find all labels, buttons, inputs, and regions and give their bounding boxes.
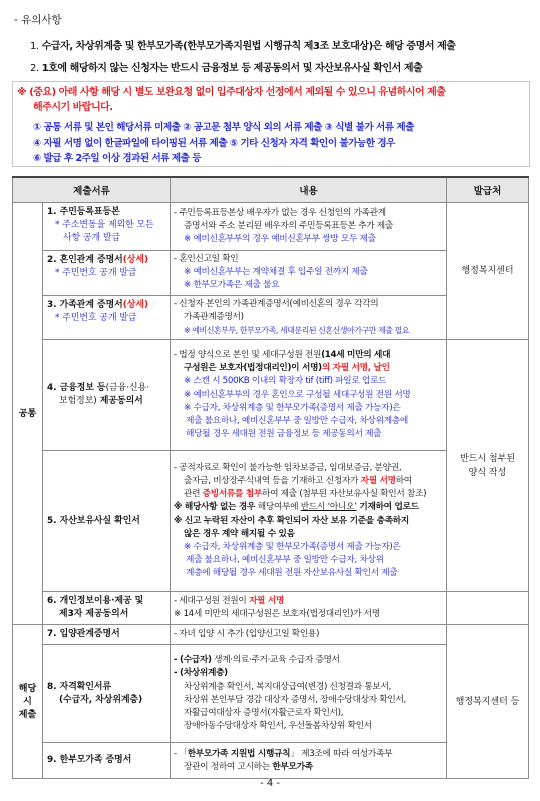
content-cell: - 자녀 입양 시 추가 (입양신고일 확인용) xyxy=(171,625,447,645)
notes-list xyxy=(30,36,530,80)
doc-cell: 5. 자산보유사실 확인서 xyxy=(43,451,171,592)
exclusion-line-1: ① 공통 서류 및 본인 해당서류 미제출 ② 공고문 첨부 양식 외의 서류 제출 ③ 식별 불가 서류 제출 xyxy=(33,122,414,133)
doc-cell: 4. 금융정보 등(금융·신용· 보험정보) 제공동의서 xyxy=(43,340,171,451)
table-row xyxy=(13,203,529,251)
group-applicable: 해당 시 제출 xyxy=(13,625,43,779)
table-header-row xyxy=(13,177,529,203)
doc-cell: 1. 주민등록표등본 * 주소변동을 제외한 모든 사항 공개 발급 xyxy=(43,203,171,251)
table-row xyxy=(13,340,529,451)
issuer-welfare-center: 행정복지센터 xyxy=(447,203,529,340)
issuer-attached-form: 반드시 첨부된 양식 작성 xyxy=(447,340,529,592)
doc-cell: 9. 한부모가족 증명서 xyxy=(43,743,171,779)
content-cell: - 혼인신고일 확인 ※ 예비신혼부부는 계약체결 후 입주일 전까지 제출 ※ 한부모가족은 제출 불요 xyxy=(171,251,447,296)
content-cell: - 세대구성원 전원이 자필 서명 ※ 14세 미만의 세대구성원은 보호자(법정대리인)가 서명 xyxy=(171,592,447,625)
doc-cell: 6. 개인정보이용·제공 및 제3자 제공동의서 xyxy=(43,592,171,625)
doc-cell: 8. 자격확인서류 (수급자, 차상위계층) xyxy=(43,645,171,743)
issuer-empty xyxy=(447,592,529,625)
content-cell: - (수급자) 생계·의료·주거·교육 수급자 증명서 - (차상위계층) 차상위계층 확인서, 복지대상급여(변경) 신청결과 통보서, 차상위 본인부담 경감 대상자 증명서, 장애수당대상자 확인서, 자활급여대상자 증명서(자활근로자 확인서), 장애아동수당대상자 확인서, 우선돌봄차상위 확인서 xyxy=(171,645,447,743)
exclusion-reasons xyxy=(33,120,529,167)
content-cell: - 신청자 본인의 가족관계증명서(예비신혼의 경우 각각의 가족관계증명서) ※ 예비신혼부부, 한부모가족, 세대분리된 신혼신생아가구만 제출 필요 xyxy=(171,295,447,340)
header-content: 내용 xyxy=(171,177,447,203)
exclusion-line-3: ⑥ 발급 후 2주일 이상 경과된 서류 제출 등 xyxy=(33,153,202,164)
doc-cell: 3. 가족관계 증명서(상세) * 주민번호 공개 발급 xyxy=(43,295,171,340)
header-issuer: 발급처 xyxy=(447,177,529,203)
doc-cell: 7. 입양관계증명서 xyxy=(43,625,171,645)
important-notice-text: ※ (중요) 아래 사항 해당 시 별도 보완요청 없이 입주대상자 선정에서 제외될 수 있으니 유념하시어 제출 해주시기 바랍니다. xyxy=(17,87,446,113)
content-cell: - 주민등록표등본상 배우자가 없는 경우 신청인의 가족관계 증명서와 주소 분리된 배우자의 주민등록표등본 추가 제출 ※ 예비신혼부부의 경우 예비신혼부부 쌍방 모두 제출 xyxy=(171,203,447,251)
content-cell: - 법정 양식으로 본인 및 세대구성원 전원(14세 미만의 세대 구성원은 보호자(법정대리인)이 서명)의 자필 서명, 날인 ※ 스캔 시 500KB 이내의 확장자 tif (tiff) 파일로 업로드 ※ 예비신혼부부의 경우 혼인으로 구성될 세대구성원 전원 서명 ※ 수급자, 차상위계층 및 한부모가족(증명서 제출 가능자)은 제출 불요하나, 예비신혼부부 중 일방만 수급자, 차상위계층에 해당될 경우 세대원 전원 금융정보 등 제공동의서 제출 xyxy=(171,340,447,451)
header-documents: 제출서류 xyxy=(13,177,171,203)
group-common: 공통 xyxy=(13,203,43,625)
content-cell: - 공적자료로 확인이 불가능한 임차보증금, 임대보증금, 분양권, 출자금, 비상장주식내역 등을 기재하고 신청자가 자필 서명하여 관련 증빙서류를 첨부하여 제출 (첨부된 자산보유사실 확인서 참조) ※ 해당사항 없는 경우 해당여부에 반드시 ‘아니오’ 기재하여 업로드 ※ 신고 누락된 자산이 추후 확인되어 자산 보유 기준을 충족하지 않은 경우 계약 해지될 수 있음 ※ 수급자, 차상위계층 및 한부모가족(증명서 제출 가능자)은 제출 불요하나, 예비신혼부부 중 일방만 수급자, 차상위 계층에 해당될 경우 세대원 전원 자산보유사실 확인서 제출 xyxy=(171,451,447,592)
note-2: 2. 1호에 해당하지 않는 신청자는 반드시 금융정보 등 제공동의서 및 자산보유사실 확인서 제출 xyxy=(30,63,423,74)
table-row xyxy=(13,625,529,645)
important-notice-box xyxy=(12,81,530,167)
note-1: 1. 수급자, 차상위계층 및 한부모가족(한부모가족지원법 시행규칙 제3조 보호대상)은 해당 증명서 제출 xyxy=(30,41,456,52)
documents-table xyxy=(12,176,529,779)
exclusion-line-2: ④ 자필 서명 없이 한글파일에 타이핑된 서류 제출 ⑤ 기타 신청자 자격 확인이 불가능한 경우 xyxy=(33,137,395,149)
section-title: - 유의사항 xyxy=(14,14,62,26)
table-row xyxy=(13,592,529,625)
issuer-welfare-center-etc: 행정복지센터 등 xyxy=(447,625,529,779)
content-cell: - 「한부모가족 지원법 시행규칙」 제3조에 따라 여성가족부 장관이 정하여 고시하는 한부모가족 xyxy=(171,743,447,779)
doc-cell: 2. 혼인관계 증명서(상세) * 주민번호 공개 발급 xyxy=(43,251,171,296)
page-number: - 4 - xyxy=(260,778,280,789)
